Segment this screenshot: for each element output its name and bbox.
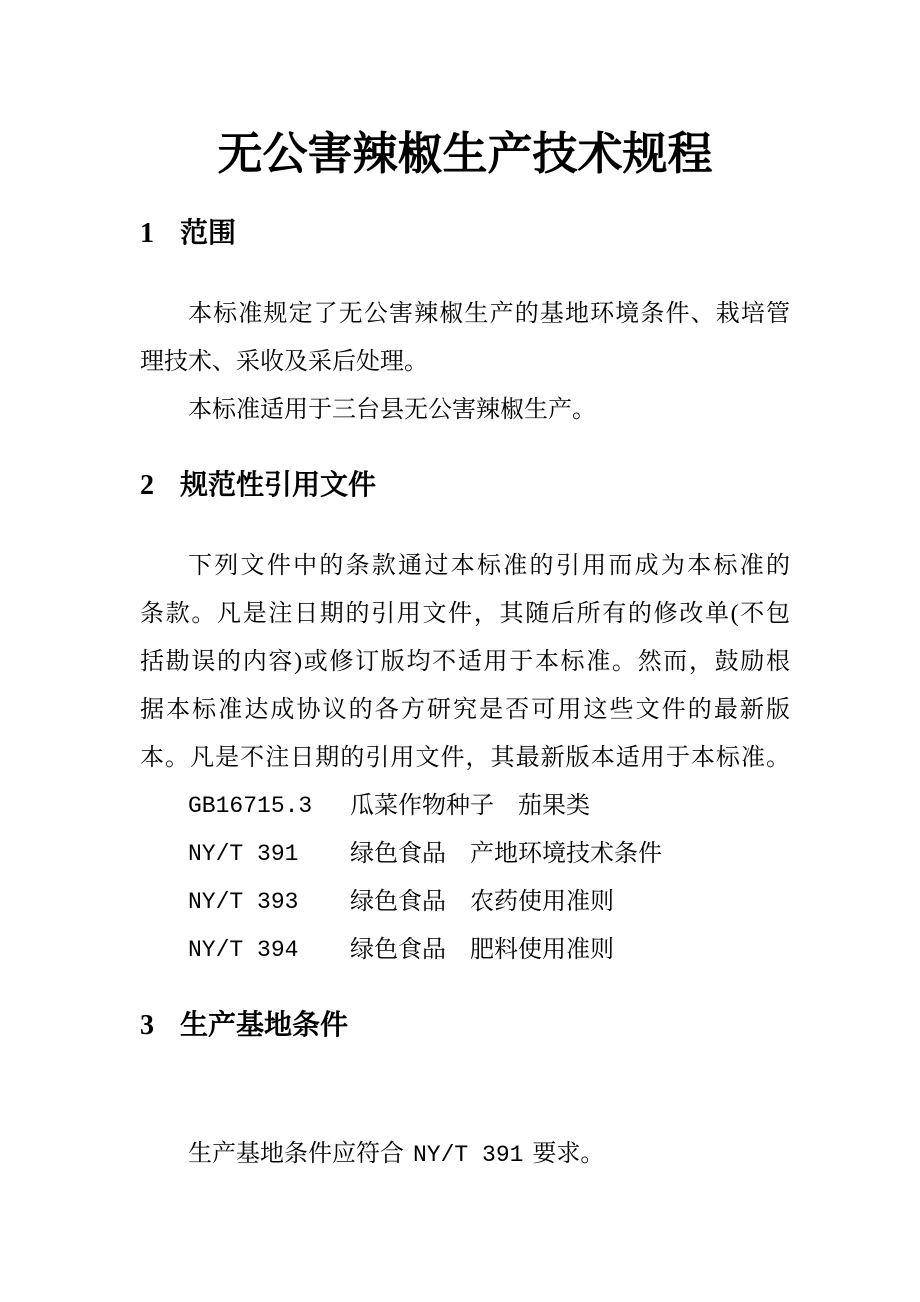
section-normative-references	[140, 462, 790, 974]
paragraph-line: 本标准规定了无公害辣椒生产的基地环境条件、栽培管	[188, 301, 790, 327]
reference-item	[140, 830, 790, 878]
reference-item	[140, 878, 790, 926]
section-scope	[140, 210, 790, 434]
paragraph-line: 下列文件中的条款通过本标准的引用而成为本标准的	[188, 553, 790, 579]
paragraph-line: 本。凡是不注日期的引用文件，其最新版本适用于本标准。	[140, 745, 790, 771]
paragraph-line: 括勘误的内容)或修订版均不适用于本标准。然而，鼓励根	[140, 649, 790, 675]
scope-paragraph-2	[140, 386, 790, 434]
reference-code: GB16715.3	[188, 793, 313, 819]
reference-list	[140, 782, 790, 974]
reference-item	[140, 782, 790, 830]
paragraph-line: 理技术、采收及采后处理。	[140, 349, 428, 375]
reference-code: NY/T 393	[188, 889, 299, 915]
reference-title: 瓜菜作物种子 茄果类	[350, 793, 590, 819]
scope-paragraph-1	[140, 290, 790, 386]
section-2-title: 规范性引用文件	[180, 470, 377, 501]
reference-title: 绿色食品 肥料使用准则	[350, 937, 614, 963]
reference-title: 绿色食品 产地环境技术条件	[350, 841, 662, 867]
section-1-heading	[140, 210, 790, 258]
paragraph-line	[140, 1082, 790, 1168]
paragraph-text-prefix: 生产基地条件应符合	[188, 1141, 404, 1167]
paragraph-line: 本标准适用于三台县无公害辣椒生产。	[188, 397, 596, 423]
reference-title: 绿色食品 农药使用准则	[350, 889, 614, 915]
section-2-number: 2	[140, 470, 154, 501]
production-base-paragraph	[140, 1082, 790, 1168]
standard-code: NY/T 391	[413, 1142, 524, 1168]
reference-code: NY/T 391	[188, 841, 299, 867]
section-1-title: 范围	[180, 218, 237, 249]
section-3-number: 3	[140, 1010, 154, 1041]
section-1-number: 1	[140, 218, 154, 249]
section-production-base	[140, 1002, 790, 1168]
paragraph-text-suffix: 要求。	[532, 1141, 605, 1167]
section-2-heading	[140, 462, 790, 510]
reference-code: NY/T 394	[188, 937, 299, 963]
section-3-title: 生产基地条件	[180, 1010, 349, 1041]
document-title: 无公害辣椒生产技术规程	[217, 129, 713, 179]
section-3-heading	[140, 1002, 790, 1050]
reference-item	[140, 926, 790, 974]
paragraph-line: 条款。凡是注日期的引用文件，其随后所有的修改单(不包	[140, 601, 790, 627]
paragraph-line: 据本标准达成协议的各方研究是否可用这些文件的最新版	[140, 697, 790, 723]
references-intro-paragraph	[140, 542, 790, 782]
